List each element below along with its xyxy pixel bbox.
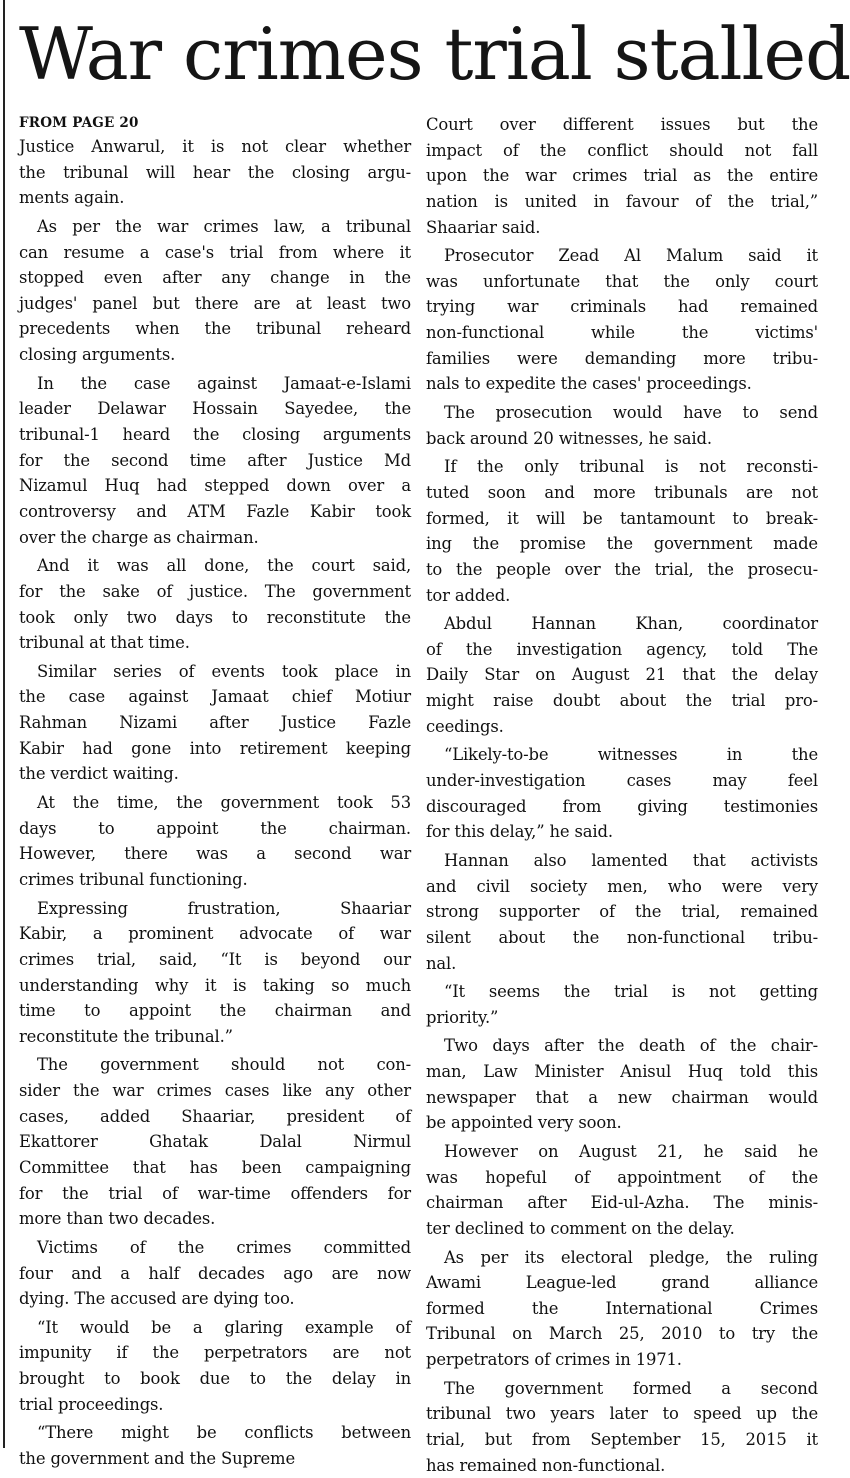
article-text-line: man, Law Minister Anisul Huq told this [426,1062,818,1082]
article-text-line: for the trial of war-time offenders for [19,1183,411,1203]
article-column-right [426,112,818,1475]
article-text-line: tribunal two years later to speed up the [426,1404,818,1424]
left-column-rule [3,0,5,1448]
article-text-line: Ekattorer Ghatak Dalal Nirmul [19,1132,411,1152]
article-text-line: If the only tribunal is not reconsti- [444,457,818,477]
article-text-line: be appointed very soon. [426,1113,622,1133]
article-text-line: time to appoint the chairman and [19,1001,411,1021]
article-text-line: dying. The accused are dying too. [19,1289,295,1309]
article-text-line: Court over different issues but the [426,115,818,134]
article-text-line: strong supporter of the trial, remained [426,902,818,922]
article-text-line: As per the war crimes law, a tribunal [37,216,411,236]
headline: War crimes trial stalled [19,12,850,96]
article-text-line: Daily Star on August 21 that the delay [426,665,818,685]
article-text-line: ceedings. [426,716,504,736]
article-paragraph [19,553,411,656]
article-text-line: controversy and ATM Fazle Kabir took [19,501,411,521]
article-text-line: might raise doubt about the trial pro- [426,691,818,711]
article-text-line: crimes tribunal functioning. [19,869,248,889]
article-paragraph [426,848,818,976]
article-text-line: nation is united in favour of the trial,” [426,191,818,211]
article-paragraph [426,1033,818,1136]
article-text-line: trial proceedings. [19,1394,164,1414]
article-paragraph [426,742,818,845]
article-text-line: for the sake of justice. The government [19,581,411,601]
article-text-line: the tribunal will hear the closing argu- [19,162,411,182]
article-text-line: ter declined to comment on the delay. [426,1218,735,1238]
article-text-line: the case against Jamaat chief Motiur [19,687,411,707]
article-text-line: Abdul Hannan Khan, coordinator [444,614,818,634]
article-paragraph [19,896,411,1050]
article-text-line: perpetrators of crimes in 1971. [426,1350,682,1370]
article-text-line: tor added. [426,585,511,605]
article-text-line: The government formed a second [444,1378,818,1398]
article-text-line: sider the war crimes cases like any other [19,1081,411,1101]
article-text-line: has remained non-functional. [426,1455,666,1475]
article-text-line: for this delay,” he said. [426,822,613,842]
article-text-line: At the time, the government took 53 [37,793,411,813]
article-text-line: However, there was a second war [19,844,411,864]
article-text-line: precedents when the tribunal reheard [19,319,411,339]
article-text-line: formed, it will be tantamount to break- [426,508,818,528]
article-text-line: Two days after the death of the chair- [444,1036,818,1056]
article-text-line: stopped even after any change in the [19,268,411,288]
article-text-line: for the second time after Justice Md [19,450,411,470]
article-text-line: and civil society men, who were very [426,876,818,896]
article-text-line: Awami League-led grand alliance [426,1273,818,1293]
article-paragraph [19,134,411,211]
article-text-line: non-functional while the victims' [426,323,818,343]
article-text-line: Kabir, a prominent advocate of war [19,924,411,944]
article-text-line: more than two decades. [19,1209,216,1229]
article-text-line: to the people over the trial, the prosecu- [426,559,818,579]
article-paragraph [426,1376,818,1478]
article-text-line: Expressing frustration, Shaariar [37,898,411,918]
article-text-line: took only two days to reconstitute the [19,607,411,627]
article-paragraph [426,979,818,1030]
article-text-line: However on August 21, he said he [444,1141,818,1161]
article-paragraph [426,112,818,240]
article-text-line: newspaper that a new chairman would [426,1087,818,1107]
article-text-line: reconstitute the tribunal.” [19,1026,233,1046]
article-text-line: trial, but from September 15, 2015 it [426,1430,818,1450]
article-text-line: understanding why it is taking so much [19,975,411,995]
article-text-line: And it was all done, the court said, [37,556,411,576]
jump-line-from-page: FROM PAGE 20 [19,115,139,131]
article-text-line: nal. [426,953,457,973]
article-paragraph [19,1420,411,1471]
article-text-line: Shaariar said. [426,217,541,237]
article-text-line: crimes trial, said, “It is beyond our [19,949,411,969]
article-text-line: the government and the Supreme [19,1449,295,1469]
article-paragraph [19,1052,411,1231]
article-paragraph [426,454,818,608]
article-text-line: The prosecution would have to send [444,403,818,423]
article-paragraph [426,611,818,739]
article-text-line: Justice Anwarul, it is not clear whether [19,137,411,156]
article-text-line: brought to book due to the delay in [19,1369,411,1389]
article-text-line: impunity if the perpetrators are not [19,1343,411,1363]
article-text-line: the verdict waiting. [19,764,179,784]
article-text-line: Victims of the crimes committed [37,1237,411,1257]
article-text-line: The government should not con- [37,1055,411,1075]
article-text-line: “There might be conflicts between [37,1423,411,1443]
article-paragraph [19,659,411,787]
article-column-left [19,112,411,1469]
article-text-line: trying war criminals had remained [426,297,818,317]
article-text-line: silent about the non-functional tribu- [426,927,818,947]
article-text-line: tribunal at that time. [19,633,190,653]
article-text-line: Kabir had gone into retirement keeping [19,738,411,758]
article-text-line: tribunal-1 heard the closing arguments [19,425,411,445]
article-text-line: “Likely-to-be witnesses in the [444,745,818,765]
article-paragraph [426,243,818,397]
article-text-line: formed the International Crimes [426,1298,818,1318]
article-text-line: cases, added Shaariar, president of [19,1106,411,1126]
article-paragraph [426,400,818,451]
article-paragraph [426,1245,818,1373]
article-paragraph [19,1315,411,1418]
article-paragraph [19,1235,411,1312]
article-text-line: was hopeful of appointment of the [426,1167,818,1187]
article-text-line: discouraged from giving testimonies [426,796,818,816]
article-text-line: As per its electoral pledge, the ruling [444,1247,818,1267]
article-text-line: over the charge as chairman. [19,527,259,547]
article-text-line: four and a half decades ago are now [19,1263,411,1283]
article-text-line: impact of the conflict should not fall [426,140,818,160]
article-text-line: Hannan also lamented that activists [444,850,818,870]
article-text-line: nals to expedite the cases' proceedings. [426,374,752,394]
article-text-line: back around 20 witnesses, he said. [426,428,712,448]
article-text-line: upon the war crimes trial as the entire [426,166,818,186]
article-paragraph [19,790,411,893]
article-paragraph [19,371,411,550]
article-text-line: “It would be a glaring example of [37,1317,411,1337]
article-text-line: Rahman Nizami after Justice Fazle [19,713,411,733]
article-text-line: ments again. [19,188,125,208]
article-text-line: tuted soon and more tribunals are not [426,482,818,502]
article-text-line: Tribunal on March 25, 2010 to try the [426,1324,818,1344]
article-text-line: Prosecutor Zead Al Malum said it [444,246,818,266]
article-text-line: judges' panel but there are at least two [19,293,411,313]
article-text-line: priority.” [426,1007,499,1027]
article-paragraph [426,1139,818,1242]
article-text-line: ing the promise the government made [426,534,818,554]
article-text-line: can resume a case's trial from where it [19,242,411,262]
article-text-line: under-investigation cases may feel [426,771,818,791]
article-text-line: chairman after Eid-ul-Azha. The minis- [426,1193,818,1213]
article-text-line: families were demanding more tribu- [426,348,818,368]
article-text-line: “It seems the trial is not getting [444,982,818,1002]
article-text-line: days to appoint the chairman. [19,818,411,838]
article-text-line: Committee that has been campaigning [19,1157,411,1177]
article-text-line: Nizamul Huq had stepped down over a [19,476,411,496]
article-text-line: was unfortunate that the only court [426,271,818,291]
article-paragraph [19,214,411,368]
article-text-line: closing arguments. [19,345,176,365]
article-text-line: leader Delawar Hossain Sayedee, the [19,399,411,419]
article-text-line: Similar series of events took place in [37,661,411,681]
article-text-line: In the case against Jamaat-e-Islami [37,373,411,393]
article-text-line: of the investigation agency, told The [426,639,818,659]
